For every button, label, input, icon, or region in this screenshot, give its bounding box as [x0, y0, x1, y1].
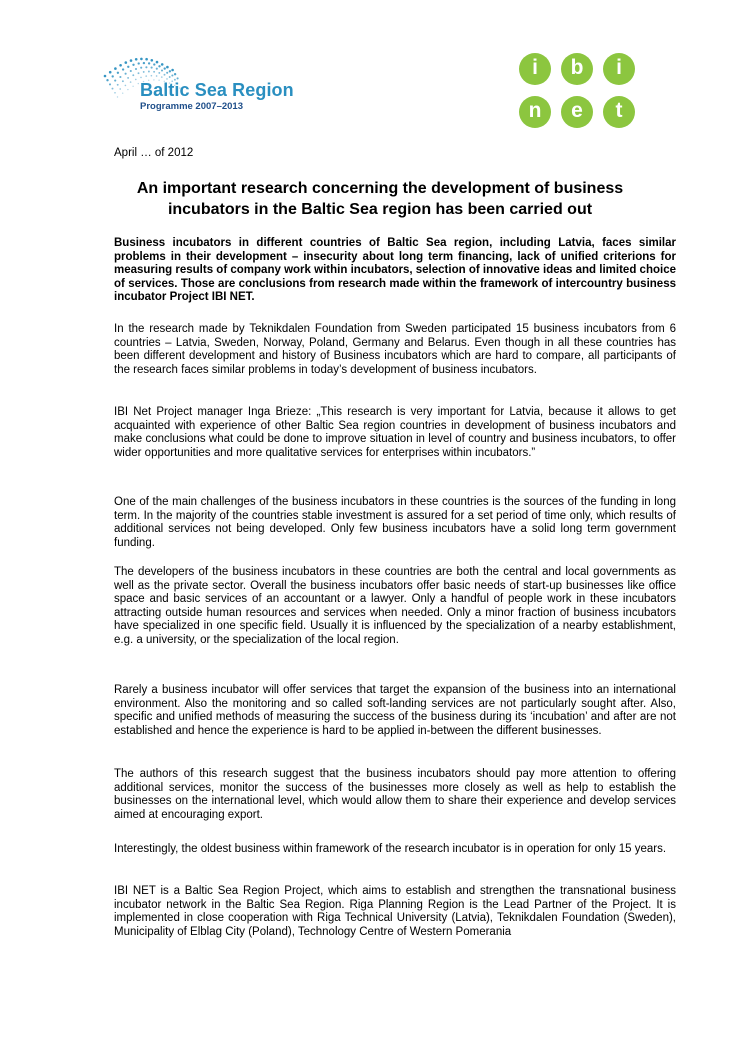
logo-letter: i [519, 53, 551, 85]
logo-letter: n [519, 96, 551, 128]
logo-letter: b [561, 53, 593, 85]
body-paragraph: IBI Net Project manager Inga Brieze: „This research is very important for Latvia, because it allows to get acquainted with experience of other Baltic Sea region countries in development of business incubators and make conclusions what could be done to improve situation in level of country and business incubators, to offer wider opportunities and more qualitative services for enterprises within incubators.” [114, 406, 676, 459]
body-paragraph: One of the main challenges of the business incubators in these countries is the sources of the funding in long term. In the majority of the countries stable investment is assured for a set period of time only, which results of additional services not being developed. Only few business incubators have a solid long term government funding. [114, 496, 676, 549]
logo-letter: i [603, 53, 635, 85]
ibi-net-logo [519, 53, 635, 133]
body-paragraph: IBI NET is a Baltic Sea Region Project, which aims to establish and strengthen the transnational business incubator network in the Baltic Sea Region. Riga Planning Region is the Lead Partner of the Project. It is implemented in close cooperation with Riga Technical University (Latvia), Teknikdalen Foundation (Sweden), Municipality of Elblag City (Poland), Technology Centre of Western Pomerania [114, 885, 676, 938]
logo-letter: e [561, 96, 593, 128]
document-date: April … of 2012 [114, 147, 194, 159]
headline-line: incubators in the Baltic Sea region has been carried out [167, 201, 593, 218]
logo-letter: t [603, 96, 635, 128]
headline-line: An important research concerning the development of business [136, 180, 624, 197]
body-paragraph: The developers of the business incubators in these countries are both the central and local governments as well as the private sector. Overall the business incubators offer basic needs of start-up businesses like office space and basic services of an accountant or a lawyer. Only a handful of people work in these incubators attracting outside human resources and services when needed. Only a minor fraction of business incubators have specialized in one specific field. Usually it is influenced by the specialization of a nearby establishment, e.g. a university, or the specialization of the local region. [114, 566, 676, 646]
body-paragraph: In the research made by Teknikdalen Foundation from Sweden participated 15 business incubators from 6 countries – Latvia, Sweden, Norway, Poland, Germany and Belarus. Even though in all these countries has been different development and history of Business incubators which are hard to compare, all participants of the research faces similar problems in today’s development of business incubators. [114, 323, 676, 376]
body-paragraph: The authors of this research suggest that the business incubators should pay more attention to offering additional services, monitor the success of the businesses more closely as well as help to establish the businesses on the international level, which would allow them to share their experience and develop services aimed at encouraging export. [114, 768, 676, 821]
page-title [100, 178, 660, 220]
body-paragraph: Rarely a business incubator will offer services that target the expansion of the business into an international environment. Also the monitoring and so called soft-landing services are not particularly sought after. Also, specific and unified methods of measuring the success of the business during its ‘incubation’ and after are not established and hence the experience is hard to be applied in-between the different businesses. [114, 684, 676, 737]
logo-subtitle: Programme 2007–2013 [140, 101, 243, 112]
body-paragraph: Interestingly, the oldest business within framework of the research incubator is in operation for only 15 years. [114, 843, 667, 855]
lead-paragraph: Business incubators in different countries of Baltic Sea region, including Latvia, faces similar problems in their development – insecurity about long term financing, lack of unified criterions for measuring results of company work within incubators, selection of innovative ideas and limited choice of services. Those are conclusions from research made within the framework of intercountry business incubator Project IBI NET. [114, 237, 676, 304]
logo-title: Baltic Sea Region [140, 80, 294, 100]
